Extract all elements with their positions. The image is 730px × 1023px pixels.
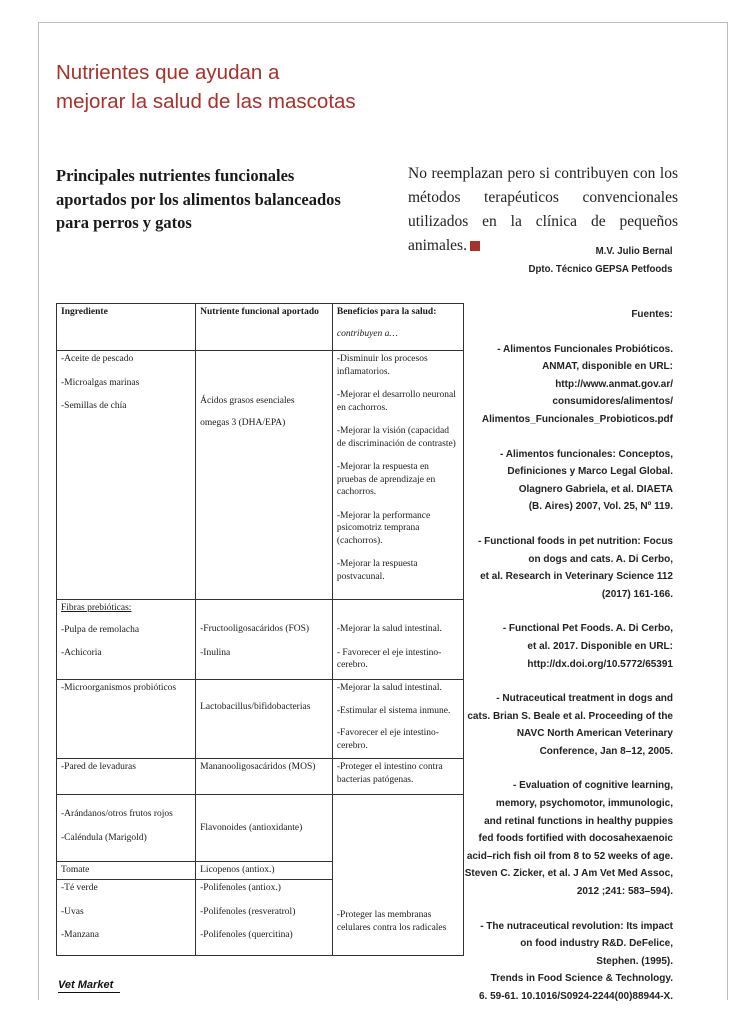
header-nutrient: Nutriente funcional aportado bbox=[196, 304, 333, 351]
section-subtitle bbox=[56, 164, 386, 235]
shared-benefit: -Proteger las membranas celulares contra los radicales bbox=[336, 910, 447, 933]
source-line: - Functional Pet Foods. A. Di Cerbo, bbox=[502, 623, 673, 635]
subtitle-line-1: Principales nutrientes funcionales bbox=[56, 166, 295, 185]
nutrient-cell: Mananooligosacáridos (MOS) bbox=[196, 759, 333, 795]
ingredient-item: -Microalgas marinas bbox=[61, 377, 140, 388]
nutrient-item: -Polifenoles (resveratrol) bbox=[200, 906, 296, 917]
ingredient-cell: Tomate bbox=[57, 862, 196, 880]
benefit-item: -Mejorar el desarrollo neuronal en cachorros. bbox=[336, 390, 456, 413]
source-line: (2017) 161-166. bbox=[601, 588, 673, 600]
ingredient-item: -Caléndula (Marigold) bbox=[61, 832, 147, 843]
nutrient-item: -Polifenoles (antiox.) bbox=[200, 883, 281, 893]
source-line: 2012 ;241: 583–594). bbox=[576, 886, 673, 898]
source-line: NAVC North American Veterinary bbox=[516, 728, 673, 740]
source-item bbox=[403, 446, 673, 516]
nutrient-cell bbox=[196, 880, 333, 956]
source-line: Conference, Jan 8–12, 2005. bbox=[539, 745, 673, 757]
ingredient-cell: -Microorganismos probióticos bbox=[57, 680, 196, 759]
author-name: M.V. Julio Bernal bbox=[596, 245, 673, 257]
subtitle-line-3: para perros y gatos bbox=[56, 213, 192, 232]
footer-brand: Vet Market bbox=[58, 979, 120, 993]
source-line: - Evaluation of cognitive learning, bbox=[512, 780, 673, 792]
source-line: on dogs and cats. A. Di Cerbo, bbox=[528, 553, 673, 565]
nutrient-cell: Licopenos (antiox.) bbox=[196, 862, 333, 880]
source-line: (B. Aires) 2007, Vol. 25, Nº 119. bbox=[528, 501, 673, 513]
subtitle-line-2: aportados por los alimentos balanceados bbox=[56, 189, 341, 209]
source-line: - Alimentos funcionales: Conceptos, bbox=[500, 448, 673, 460]
nutrient-item: -Inulina bbox=[200, 647, 231, 658]
end-mark-icon bbox=[470, 241, 480, 251]
source-line: - Functional foods in pet nutrition: Focus bbox=[478, 535, 673, 547]
header-ingredient: Ingrediente bbox=[57, 304, 196, 351]
quote-text: No reemplazan pero si contribuyen con los métodos terapéuticos convencionales utilizados en la clínica de pequeños animales. bbox=[408, 165, 678, 254]
source-line: ANMAT, disponible en URL: bbox=[542, 361, 673, 373]
source-line: Steven C. Zicker, et al. J Am Vet Med Assoc, bbox=[464, 868, 673, 880]
ingredient-item: -Uvas bbox=[61, 906, 84, 917]
ingredient-item: -Achicoria bbox=[61, 648, 102, 658]
title-line-1: Nutrientes que ayudan a bbox=[56, 61, 280, 84]
ingredient-item: -Manzana bbox=[61, 930, 99, 940]
nutrient-line: Ácidos grasos esenciales bbox=[200, 396, 295, 406]
ingredient-item: -Pulpa de remolacha bbox=[61, 624, 140, 635]
benefits-cell: -Proteger el intestino contra bacterias patógenas. bbox=[332, 759, 463, 795]
source-link[interactable]: http://www.anmat.gov.ar/ bbox=[555, 378, 673, 390]
ingredient-item: -Semillas de chía bbox=[61, 401, 127, 411]
nutrient-cell bbox=[196, 600, 333, 680]
benefit-item: -Mejorar la visión (capacidad de discriminación de contraste) bbox=[336, 426, 456, 449]
title-line-2: mejorar la salud de las mascotas bbox=[56, 90, 356, 113]
header-benefits-sub: contribuyen a… bbox=[336, 328, 398, 339]
source-link[interactable]: consumidores/alimentos/ bbox=[552, 396, 673, 408]
group-label: Fibras prebióticas: bbox=[61, 603, 132, 613]
source-item bbox=[403, 533, 673, 603]
nutrient-item: -Polifenoles (quercitina) bbox=[200, 930, 293, 940]
source-line: Stephen. (1995). bbox=[596, 955, 673, 967]
ingredient-cell bbox=[57, 600, 196, 680]
source-item bbox=[403, 341, 673, 429]
source-line: fed foods fortified with docosahexaenoic bbox=[478, 833, 673, 845]
benefit-item: -Mejorar la performance psicomotriz temprana (cachorros). bbox=[336, 510, 431, 546]
source-item bbox=[403, 918, 673, 1006]
source-line: acid–rich fish oil from 8 to 52 weeks of age. bbox=[466, 850, 673, 862]
source-line: - Alimentos Funcionales Probióticos. bbox=[497, 343, 673, 355]
ingredient-cell bbox=[57, 880, 196, 956]
source-line: memory, psychomotor, immunologic, bbox=[495, 798, 673, 810]
source-item bbox=[403, 777, 673, 900]
source-line: et al. 2017. Disponible en URL: bbox=[527, 640, 673, 652]
source-line: et al. Research in Veterinary Science 112 bbox=[480, 571, 673, 583]
ingredient-cell: -Pared de levaduras bbox=[57, 759, 196, 795]
source-line: Definiciones y Marco Legal Global. bbox=[507, 466, 673, 478]
source-line: Trends in Food Science & Technology. bbox=[490, 973, 673, 985]
nutrient-cell: Lactobacillus/bifidobacterias bbox=[196, 680, 333, 759]
author-block bbox=[516, 242, 673, 278]
header-benefits-label: Beneficios para la salud: bbox=[336, 307, 437, 317]
source-line: and retinal functions in healthy puppies bbox=[484, 815, 673, 827]
source-line: on food industry R&D. DeFelice, bbox=[520, 938, 673, 950]
sources-header: Fuentes: bbox=[631, 309, 673, 320]
ingredient-item: -Té verde bbox=[61, 883, 98, 893]
ingredient-item: -Aceite de pescado bbox=[61, 354, 134, 364]
benefit-item: -Mejorar la salud intestinal. bbox=[336, 624, 442, 634]
nutrient-item: -Fructooligosacáridos (FOS) bbox=[200, 624, 310, 634]
source-line: Olagnero Gabriela, et al. DIAETA bbox=[518, 483, 673, 495]
ingredient-cell bbox=[57, 795, 196, 862]
source-line: 6. 59-61. 10.1016/S0924-2244(00)88944-X. bbox=[478, 991, 673, 1002]
nutrient-line: omegas 3 (DHA/EPA) bbox=[200, 417, 286, 428]
source-line: - The nutraceutical revolution: Its impact bbox=[480, 920, 673, 932]
source-item bbox=[403, 620, 673, 673]
sources-block bbox=[403, 306, 673, 1023]
benefit-item: - Favorecer el eje intestino-cerebro. bbox=[336, 647, 442, 670]
ingredient-item: -Arándanos/otros frutos rojos bbox=[61, 809, 173, 819]
nutrient-cell bbox=[196, 351, 333, 600]
benefit-item: -Favorecer el eje intestino-cerebro. bbox=[336, 728, 439, 751]
source-link[interactable]: Alimentos_Funcionales_Probioticos.pdf bbox=[481, 413, 673, 425]
author-department: Dpto. Técnico GEPSA Petfoods bbox=[528, 263, 673, 275]
benefit-item: -Estimular el sistema inmune. bbox=[336, 705, 451, 716]
source-item bbox=[403, 690, 673, 760]
benefit-item: -Mejorar la salud intestinal. bbox=[336, 683, 442, 693]
benefit-item: -Disminuir los procesos inflamatorios. bbox=[336, 354, 428, 377]
page-title bbox=[56, 58, 476, 116]
benefit-item: -Mejorar la respuesta postvacunal. bbox=[336, 559, 418, 582]
source-line: cats. Brian S. Beale et al. Proceeding of the bbox=[467, 710, 673, 722]
nutrient-cell: Flavonoides (antioxidante) bbox=[196, 795, 333, 862]
source-line: - Nutraceutical treatment in dogs and bbox=[496, 693, 673, 705]
ingredient-cell bbox=[57, 351, 196, 600]
benefit-item: -Mejorar la respuesta en pruebas de aprendizaje en cachorros. bbox=[336, 462, 436, 497]
source-link[interactable]: http://dx.doi.org/10.5772/65391 bbox=[527, 658, 673, 670]
